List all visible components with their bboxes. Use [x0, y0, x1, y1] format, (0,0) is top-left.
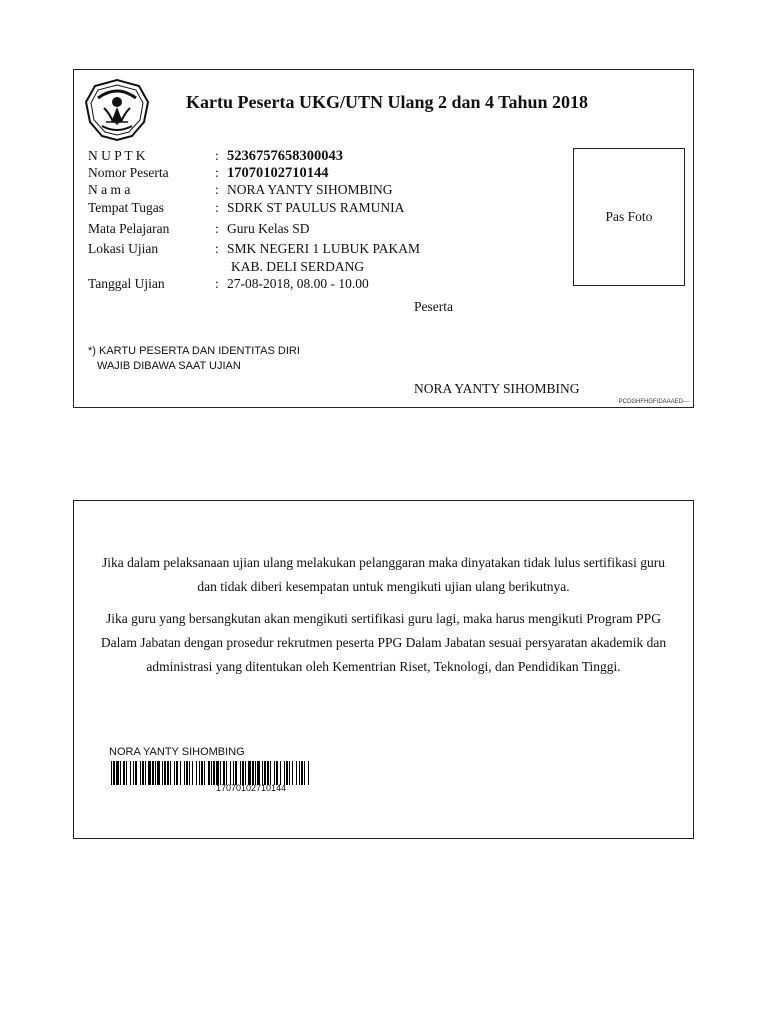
photo-placeholder [573, 148, 685, 286]
card-notice [88, 344, 300, 374]
field-colon: : [215, 182, 219, 197]
field-label: Tanggal Ujian [88, 276, 165, 291]
field-lokasi-ujian [88, 241, 420, 257]
notice-card [73, 500, 694, 839]
field-nuptk [88, 148, 343, 165]
field-label: N U P T K [88, 148, 146, 163]
field-mata-pelajaran [88, 221, 310, 237]
field-nomor-peserta [88, 165, 329, 182]
field-label: N a m a [88, 182, 131, 197]
mata-pelajaran-value: Guru Kelas SD [227, 221, 310, 236]
signature-name: NORA YANTY SIHOMBING [414, 381, 580, 396]
field-colon: : [215, 200, 219, 215]
field-tempat-tugas [88, 200, 404, 216]
field-colon: : [215, 276, 219, 291]
tut-wuri-handayani-logo [82, 78, 152, 142]
notice-line-2: WAJIB DIBAWA SAAT UJIAN [97, 360, 241, 372]
barcode [111, 761, 309, 785]
barcode-number: 17070102710144 [216, 783, 287, 793]
field-label: Nomor Peserta [88, 165, 169, 180]
peserta-label: Peserta [414, 299, 453, 314]
field-colon: : [215, 241, 219, 256]
field-colon: : [215, 221, 219, 236]
tempat-tugas-value: SDRK ST PAULUS RAMUNIA [227, 200, 405, 215]
field-label: Lokasi Ujian [88, 241, 159, 256]
nomor-peserta-value: 17070102710144 [227, 165, 329, 181]
serial-code: PCDGHFHGFIDAAAED--- [618, 399, 689, 405]
notice-paragraph-2: Jika guru yang bersangkutan akan mengikuti sertifikasi guru lagi, maka harus mengikuti Program PPG Dalam Jabatan dengan prosedur rekrutmen peserta PPG Dalam Jabatan sesuai persyaratan akademik dan administrasi yang ditentukan oleh Kementrian Riset, Teknologi, dan Pendidikan Tinggi. [100, 611, 667, 674]
field-nama [88, 182, 393, 198]
lokasi-ujian-value-line2: KAB. DELI SERDANG [231, 259, 365, 274]
card-title: Kartu Peserta UKG/UTN Ulang 2 dan 4 Tahun 2018 [186, 92, 589, 112]
nama-value: NORA YANTY SIHOMBING [227, 182, 393, 197]
photo-placeholder-label: Pas Foto [605, 209, 653, 224]
tanggal-ujian-value: 27-08-2018, 08.00 - 10.00 [227, 276, 369, 291]
nuptk-value: 5236757658300043 [227, 148, 343, 164]
notice-paragraph-1: Jika dalam pelaksanaan ujian ulang melakukan pelanggaran maka dinyatakan tidak lulus sertifikasi guru dan tidak diberi kesempatan untuk mengikuti ujian ulang berikutnya. [101, 555, 666, 594]
field-colon: : [215, 148, 219, 163]
field-lokasi-ujian-line2 [231, 259, 364, 275]
field-label: Tempat Tugas [88, 200, 164, 215]
exam-participant-card [73, 69, 694, 408]
field-colon: : [215, 165, 219, 180]
field-tanggal-ujian [88, 276, 369, 292]
notice-line-1: *) KARTU PESERTA DAN IDENTITAS DIRI [88, 345, 300, 357]
lokasi-ujian-value: SMK NEGERI 1 LUBUK PAKAM [227, 241, 421, 256]
barcode-name: NORA YANTY SIHOMBING [109, 746, 245, 758]
field-label: Mata Pelajaran [88, 221, 170, 236]
